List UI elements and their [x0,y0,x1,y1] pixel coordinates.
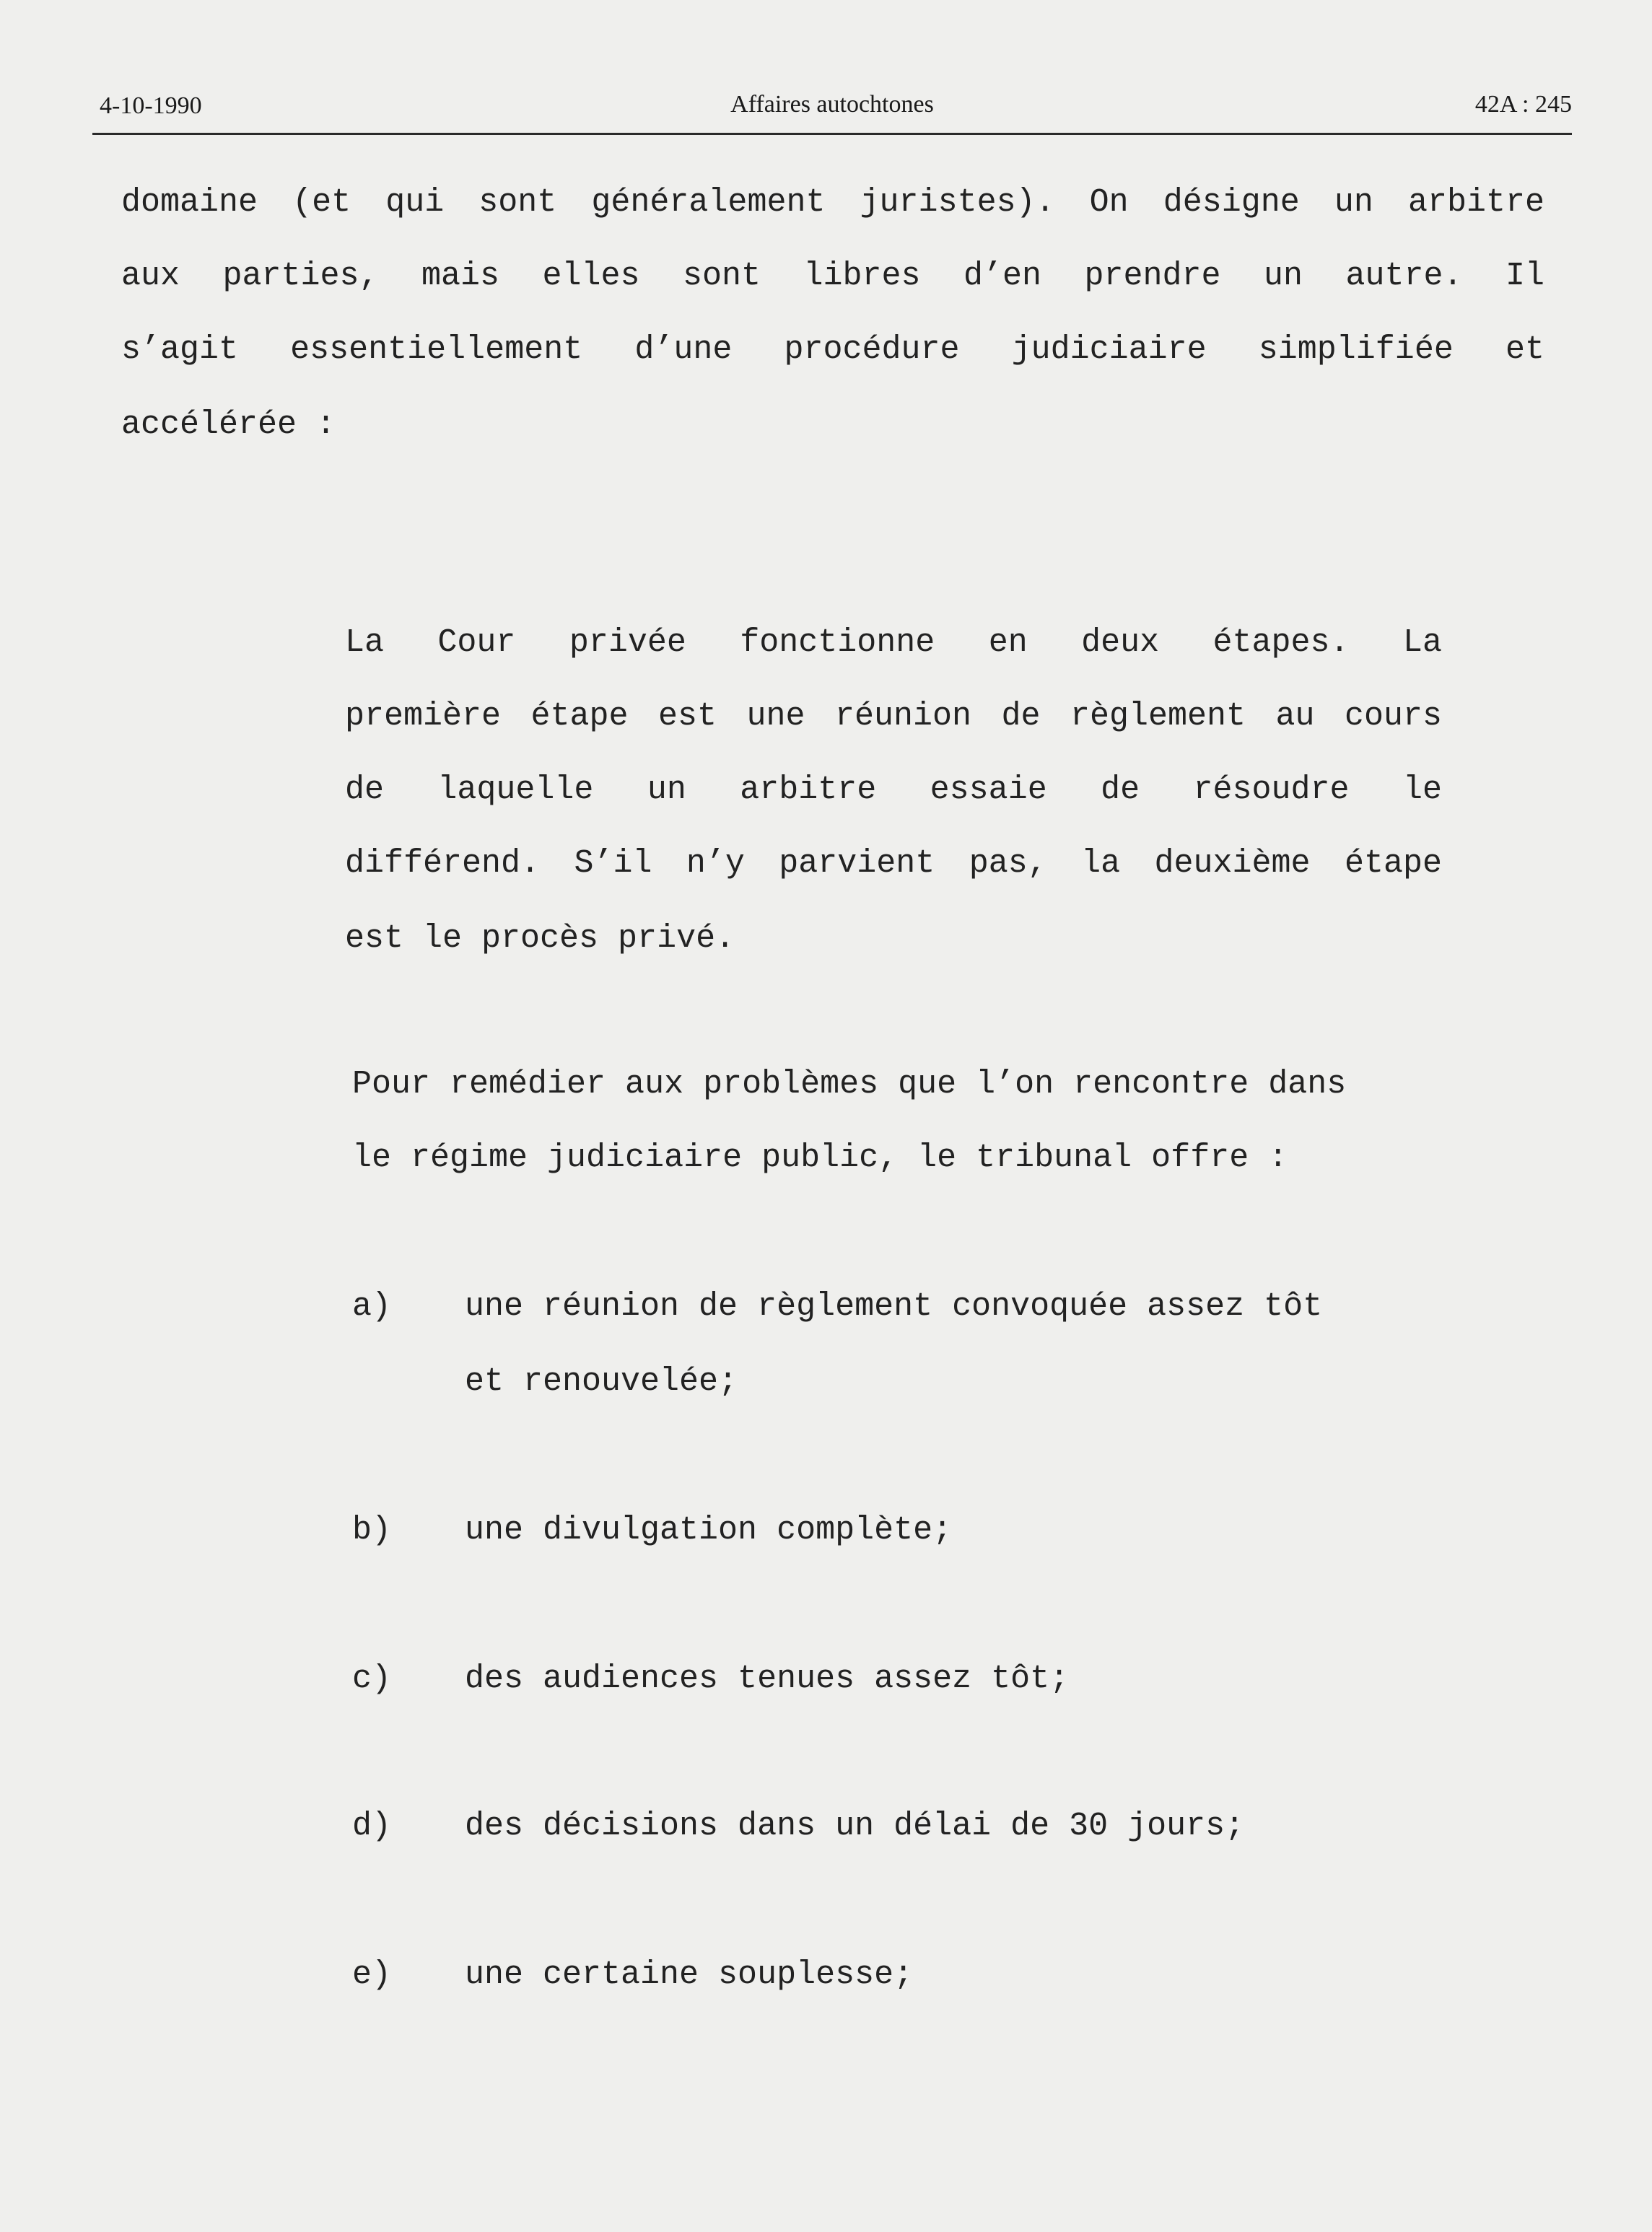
header-date: 4-10-1990 [100,92,202,119]
word: autre. [1345,258,1463,294]
word: pas, [969,845,1047,882]
word: parvient [779,845,935,882]
list-item-c-line-1: des audiences tenues assez tôt; [465,1660,1070,1697]
word: le [1402,771,1442,808]
word: sont [683,258,761,294]
header-rule [92,133,1572,135]
word: un [1264,258,1303,294]
word: arbitre [1407,184,1544,221]
word: sont [478,184,557,221]
word: de [1001,698,1041,735]
word: simplifiée [1258,331,1454,368]
word: de [1101,771,1140,808]
word: domaine [121,184,258,221]
word: qui [385,184,445,221]
word: aux [121,258,180,294]
word: juristes). [860,184,1055,221]
word: un [647,771,686,808]
word: en [988,624,1028,661]
word: la [1081,845,1121,882]
header-page-number: 42A : 245 [1474,91,1572,118]
word: parties, [222,258,379,294]
quote-line-4 [345,847,1442,880]
word: essentiellement [290,331,583,368]
word: étape [1344,845,1442,882]
list-item-a-line-2: et renouvelée; [465,1363,738,1400]
header-title: Affaires autochtones [730,91,934,118]
remedy-line-1: Pour remédier aux problèmes que l’on rencontre dans [352,1066,1347,1103]
list-marker-b: b) [352,1512,392,1549]
word: essaie [930,771,1047,808]
word: cours [1344,698,1442,735]
remedy-line-2: le régime judiciaire public, le tribunal offre : [352,1139,1288,1176]
word: de [345,771,385,808]
word: étape [530,698,629,735]
word: est [658,698,717,735]
list-item-a-line-1: une réunion de règlement convoquée assez tôt [465,1288,1323,1325]
word: un [1334,184,1373,221]
quote-line-2 [345,698,1442,735]
list-marker-e: e) [352,1956,392,1993]
word: La [1402,624,1442,661]
word: privée [569,624,686,661]
word: résoudre [1193,771,1350,808]
word: S’il [574,845,652,882]
word: au [1275,698,1315,735]
word: différend. [345,845,541,882]
word: d’une [634,331,733,368]
word: procédure [784,331,960,368]
list-marker-a: a) [352,1288,392,1325]
intro-line-1 [121,186,1544,219]
word: une [746,698,805,735]
word: première [345,698,502,735]
word: fonctionne [740,624,935,661]
word: (et [292,184,351,221]
word: Il [1505,258,1544,294]
list-item-d-line-1: des décisions dans un délai de 30 jours; [465,1808,1245,1844]
word: s’agit [121,331,239,368]
word: mais [421,258,500,294]
list-marker-d: d) [352,1808,392,1844]
word: laquelle [437,771,594,808]
word: étapes. [1212,624,1350,661]
page-header [92,85,1572,136]
word: et [1505,331,1544,368]
word: prendre [1084,258,1221,294]
word: généralement [591,184,826,221]
word: n’y [686,845,745,882]
word: elles [542,258,640,294]
word: désigne [1163,184,1300,221]
list-item-e-line-1: une certaine souplesse; [465,1956,914,1993]
word: deuxième [1154,845,1311,882]
list-marker-c: c) [352,1660,392,1697]
word: réunion [834,698,972,735]
intro-line-3 [121,333,1544,366]
word: On [1089,184,1129,221]
word: arbitre [740,771,877,808]
word: règlement [1070,698,1246,735]
intro-line-2 [121,260,1544,292]
word: La [345,624,385,661]
quote-line-5: est le procès privé. [345,920,735,957]
intro-line-4: accélérée : [121,406,336,443]
list-item-b-line-1: une divulgation complète; [465,1512,953,1549]
quote-line-1 [345,626,1442,659]
word: libres [803,258,921,294]
word: Cour [437,624,516,661]
word: deux [1081,624,1160,661]
word: judiciaire [1011,331,1207,368]
word: d’en [963,258,1042,294]
quote-line-3 [345,771,1442,808]
